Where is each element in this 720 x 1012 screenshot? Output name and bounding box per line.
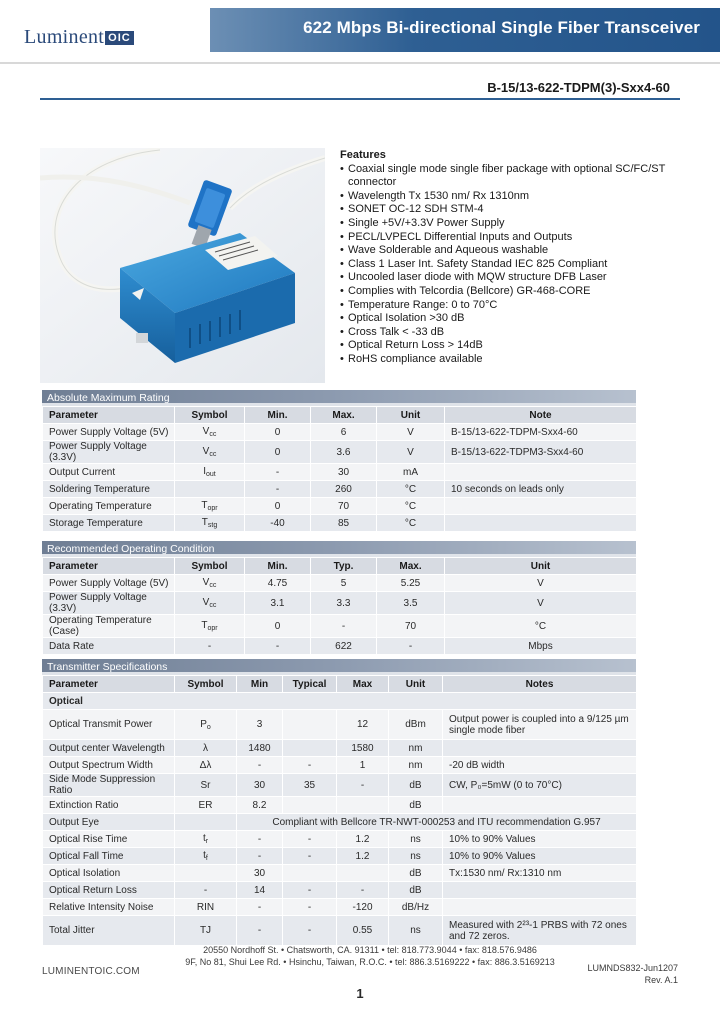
table-row [43, 916, 637, 946]
list-item: • Single +5V/+3.3V Power Supply [340, 217, 670, 231]
param-cell: Output Spectrum Width [43, 757, 175, 774]
symbol-cell [175, 710, 237, 740]
param-cell: Optical Return Loss [43, 882, 175, 899]
column-header: Typ. [311, 558, 377, 575]
column-header: Min. [245, 407, 311, 424]
symbol-base: T [201, 517, 208, 528]
column-header: Parameter [43, 676, 175, 693]
min-cell: - [237, 831, 283, 848]
symbol-base: V [202, 577, 210, 588]
list-item: • Optical Isolation >30 dB [340, 312, 670, 326]
symbol-base: - [207, 640, 212, 652]
column-header: Symbol [175, 407, 245, 424]
param-cell: Operating Temperature (Case) [43, 615, 175, 638]
symbol-base: λ [203, 742, 208, 754]
symbol-cell [175, 882, 237, 899]
symbol-cell [175, 441, 245, 464]
footer-doc-info [587, 962, 678, 986]
note-cell [443, 899, 637, 916]
symbol-subscript: o [206, 723, 211, 731]
max-cell: -120 [337, 899, 389, 916]
column-header: Min [237, 676, 283, 693]
min-cell: 0 [245, 615, 311, 638]
unit-cell: dB/Hz [389, 899, 443, 916]
symbol-base: Sr [200, 779, 211, 791]
unit-cell: nm [389, 757, 443, 774]
max-cell: 3.6 [311, 441, 377, 464]
typ-cell: 622 [311, 638, 377, 655]
part-number: B-15/13-622-TDPM(3)-Sxx4-60 [487, 80, 670, 95]
group-row [43, 693, 637, 710]
symbol-cell [175, 899, 237, 916]
symbol-subscript: opr [207, 625, 218, 632]
list-item: • Class 1 Laser Int. Safety Standad IEC 825 Compliant [340, 258, 670, 272]
table-row [43, 441, 637, 464]
section-title: Transmitter Specifications [42, 659, 636, 675]
doc-id: LUMNDS832-Jun1207 [587, 963, 678, 973]
symbol-cell [175, 831, 237, 848]
symbol-base: V [202, 426, 210, 437]
unit-cell: V [445, 575, 637, 592]
column-header: Min. [245, 558, 311, 575]
symbol-cell [175, 481, 245, 498]
min-cell: 0 [245, 498, 311, 515]
header-divider [0, 62, 720, 64]
unit-cell: V [377, 441, 445, 464]
note-cell [443, 740, 637, 757]
note-cell [445, 464, 637, 481]
min-cell: 1480 [237, 740, 283, 757]
max-cell: - [377, 638, 445, 655]
note-cell: 10% to 90% Values [443, 831, 637, 848]
max-cell: 70 [377, 615, 445, 638]
list-item: • Wavelength Tx 1530 nm/ Rx 1310nm [340, 190, 670, 204]
typ-cell: - [283, 848, 337, 865]
max-cell [337, 865, 389, 882]
typ-cell: - [283, 916, 337, 946]
typ-cell: 35 [283, 774, 337, 797]
min-cell: 0 [245, 424, 311, 441]
max-cell: 0.55 [337, 916, 389, 946]
table-row [43, 424, 637, 441]
symbol-cell [175, 916, 237, 946]
max-cell: 3.5 [377, 592, 445, 615]
group-label: Optical [43, 693, 637, 710]
rec-op-table [42, 557, 637, 655]
min-cell: - [237, 848, 283, 865]
typ-cell: 3.3 [311, 592, 377, 615]
note-cell [445, 498, 637, 515]
symbol-subscript: cc [209, 431, 217, 438]
unit-cell: mA [377, 464, 445, 481]
min-cell: - [245, 481, 311, 498]
table-row [43, 575, 637, 592]
page-header [0, 0, 720, 62]
note-cell: 10 seconds on leads only [445, 481, 637, 498]
unit-cell: ns [389, 831, 443, 848]
symbol-base: T [201, 620, 208, 631]
logo-wordmark: Luminent [24, 26, 105, 48]
param-cell: Power Supply Voltage (3.3V) [43, 592, 175, 615]
typ-cell [283, 865, 337, 882]
table-row [43, 848, 637, 865]
list-item: • Wave Solderable and Aqueous washable [340, 244, 670, 258]
symbol-base: ER [198, 799, 213, 811]
symbol-base: t [203, 850, 206, 861]
symbol-subscript: cc [209, 582, 217, 589]
column-header: Notes [443, 676, 637, 693]
column-header: Unit [389, 676, 443, 693]
rec-op-section [42, 541, 636, 655]
param-cell: Output Eye [43, 814, 175, 831]
symbol-base: - [203, 884, 208, 896]
param-cell: Power Supply Voltage (3.3V) [43, 441, 175, 464]
param-cell: Power Supply Voltage (5V) [43, 424, 175, 441]
symbol-cell [175, 424, 245, 441]
table-row [43, 481, 637, 498]
symbol-cell [175, 848, 237, 865]
max-cell: 6 [311, 424, 377, 441]
unit-cell: dBm [389, 710, 443, 740]
unit-cell: Mbps [445, 638, 637, 655]
column-header: Unit [445, 558, 637, 575]
unit-cell: ns [389, 916, 443, 946]
min-cell: - [237, 916, 283, 946]
param-cell: Optical Isolation [43, 865, 175, 882]
symbol-cell [175, 498, 245, 515]
max-cell: 1580 [337, 740, 389, 757]
min-cell: 14 [237, 882, 283, 899]
param-cell: Total Jitter [43, 916, 175, 946]
max-cell: 1.2 [337, 848, 389, 865]
unit-cell: °C [445, 615, 637, 638]
note-cell: -20 dB width [443, 757, 637, 774]
table-row [43, 615, 637, 638]
typ-cell: - [283, 882, 337, 899]
logo-badge: OIC [105, 31, 134, 45]
table-row [43, 592, 637, 615]
symbol-cell [175, 575, 245, 592]
max-cell: 30 [311, 464, 377, 481]
section-title: Absolute Maximum Rating [42, 390, 636, 406]
unit-cell: °C [377, 515, 445, 532]
symbol-base: RIN [196, 901, 215, 913]
column-header: Max. [311, 407, 377, 424]
unit-cell: dB [389, 882, 443, 899]
symbol-subscript: r [205, 838, 209, 845]
symbol-cell [175, 757, 237, 774]
footer-website: LUMINENTOIC.COM [42, 966, 140, 977]
table-row [43, 774, 637, 797]
column-header: Parameter [43, 407, 175, 424]
param-cell: Relative Intensity Noise [43, 899, 175, 916]
symbol-subscript: cc [209, 602, 217, 609]
address-us: 20550 Nordhoff St. • Chatsworth, CA. 91311 • tel: 818.773.9044 • fax: 818.576.9486 [203, 945, 537, 955]
list-item: • SONET OC-12 SDH STM-4 [340, 203, 670, 217]
max-cell: 5.25 [377, 575, 445, 592]
min-cell: 3.1 [245, 592, 311, 615]
symbol-cell [175, 774, 237, 797]
tx-table [42, 675, 637, 946]
unit-cell: V [377, 424, 445, 441]
table-row [43, 882, 637, 899]
symbol-cell [175, 464, 245, 481]
table-row [43, 638, 637, 655]
transceiver-illustration [40, 148, 325, 383]
min-cell: - [237, 757, 283, 774]
list-item: • Cross Talk < -33 dB [340, 326, 670, 340]
param-cell: Extinction Ratio [43, 797, 175, 814]
symbol-base: I [203, 466, 207, 477]
min-cell: - [237, 899, 283, 916]
column-header: Unit [377, 407, 445, 424]
max-cell: 1.2 [337, 831, 389, 848]
symbol-cell [175, 515, 245, 532]
note-cell: Measured with 2²³-1 PRBS with 72 ones and 72 zeros. [443, 916, 637, 946]
param-cell: Storage Temperature [43, 515, 175, 532]
symbol-base: TJ [199, 925, 212, 936]
note-cell: B-15/13-622-TDPM-Sxx4-60 [445, 424, 637, 441]
column-header: Typical [283, 676, 337, 693]
param-cell: Output center Wavelength [43, 740, 175, 757]
symbol-base: Δλ [199, 759, 212, 771]
min-cell: 8.2 [237, 797, 283, 814]
symbol-cell [175, 865, 237, 882]
list-item: • Temperature Range: 0 to 70°C [340, 299, 670, 313]
table-row [43, 899, 637, 916]
list-item: • Optical Return Loss > 14dB [340, 339, 670, 353]
symbol-base: t [202, 833, 206, 844]
table-row [43, 515, 637, 532]
company-logo [24, 26, 134, 49]
part-number-divider [40, 98, 680, 100]
unit-cell: dB [389, 774, 443, 797]
symbol-subscript: out [206, 471, 216, 478]
note-cell: B-15/13-622-TDPM3-Sxx4-60 [445, 441, 637, 464]
note-cell: CW, P₀=5mW (0 to 70°C) [443, 774, 637, 797]
address-tw: 9F, No 81, Shui Lee Rd. • Hsinchu, Taiwan, R.O.C. • tel: 886.3.5169222 • fax: 886.3.5169213 [185, 957, 555, 967]
max-cell: - [337, 774, 389, 797]
symbol-cell [175, 740, 237, 757]
symbol-base: T [201, 500, 208, 511]
typ-cell: - [283, 899, 337, 916]
table-row [43, 757, 637, 774]
section-title: Recommended Operating Condition [42, 541, 636, 557]
param-cell: Soldering Temperature [43, 481, 175, 498]
typ-cell: - [283, 831, 337, 848]
param-cell: Side Mode Suppression Ratio [43, 774, 175, 797]
list-item: • RoHS compliance available [340, 353, 670, 367]
features-block [340, 149, 670, 367]
column-header: Note [445, 407, 637, 424]
symbol-base: V [202, 446, 210, 457]
unit-cell: dB [389, 797, 443, 814]
note-cell: 10% to 90% Values [443, 848, 637, 865]
param-cell: Optical Fall Time [43, 848, 175, 865]
list-item: • Complies with Telcordia (Bellcore) GR-468-CORE [340, 285, 670, 299]
column-header: Max [337, 676, 389, 693]
revision: Rev. A.1 [644, 975, 678, 985]
symbol-cell [175, 615, 245, 638]
table-row [43, 814, 637, 831]
unit-cell: dB [389, 865, 443, 882]
min-cell: 0 [245, 441, 311, 464]
param-cell: Power Supply Voltage (5V) [43, 575, 175, 592]
symbol-subscript: f [205, 855, 208, 862]
symbol-subscript: cc [209, 451, 217, 458]
note-cell: Tx:1530 nm/ Rx:1310 nm [443, 865, 637, 882]
param-cell: Optical Rise Time [43, 831, 175, 848]
typ-cell: - [311, 615, 377, 638]
note-cell [443, 797, 637, 814]
table-row [43, 498, 637, 515]
param-cell: Output Current [43, 464, 175, 481]
features-title: Features [340, 149, 386, 161]
symbol-cell [175, 592, 245, 615]
min-cell: 3 [237, 710, 283, 740]
symbol-subscript: stg [207, 522, 218, 529]
list-item: • PECL/LVPECL Differential Inputs and Outputs [340, 231, 670, 245]
note-cell [445, 515, 637, 532]
max-cell: 1 [337, 757, 389, 774]
typ-cell [283, 710, 337, 740]
column-header: Symbol [175, 676, 237, 693]
min-cell: 30 [237, 774, 283, 797]
features-list [340, 163, 670, 367]
param-cell: Optical Transmit Power [43, 710, 175, 740]
product-photo [40, 148, 325, 383]
span-cell: Compliant with Bellcore TR-NWT-000253 and ITU recommendation G.957 [237, 814, 637, 831]
unit-cell: ns [389, 848, 443, 865]
unit-cell: V [445, 592, 637, 615]
max-cell: - [337, 882, 389, 899]
max-cell: 85 [311, 515, 377, 532]
unit-cell: °C [377, 498, 445, 515]
table-row [43, 464, 637, 481]
table-row [43, 710, 637, 740]
symbol-subscript: opr [207, 505, 218, 512]
max-cell: 70 [311, 498, 377, 515]
footer-address [160, 944, 580, 968]
min-cell: 30 [237, 865, 283, 882]
param-cell: Data Rate [43, 638, 175, 655]
column-header: Max. [377, 558, 445, 575]
page-number: 1 [356, 986, 364, 1001]
symbol-cell [175, 814, 237, 831]
typ-cell [283, 740, 337, 757]
symbol-base: V [202, 597, 210, 608]
table-row [43, 831, 637, 848]
abs-max-section [42, 390, 636, 532]
list-item: • Uncooled laser diode with MQW structure DFB Laser [340, 271, 670, 285]
symbol-base: P [200, 718, 207, 730]
symbol-cell [175, 638, 245, 655]
param-cell: Operating Temperature [43, 498, 175, 515]
symbol-cell [175, 797, 237, 814]
min-cell: -40 [245, 515, 311, 532]
min-cell: 4.75 [245, 575, 311, 592]
list-item: • Coaxial single mode single fiber package with optional SC/FC/ST connector [340, 163, 670, 190]
typ-cell: - [283, 757, 337, 774]
page-title: 622 Mbps Bi-directional Single Fiber Transceiver [303, 18, 700, 37]
max-cell [337, 797, 389, 814]
unit-cell: nm [389, 740, 443, 757]
max-cell: 260 [311, 481, 377, 498]
min-cell: - [245, 464, 311, 481]
table-row [43, 797, 637, 814]
note-cell: Output power is coupled into a 9/125 µm single mode fiber [443, 710, 637, 740]
table-row [43, 865, 637, 882]
unit-cell: °C [377, 481, 445, 498]
typ-cell: 5 [311, 575, 377, 592]
tx-section [42, 659, 636, 946]
typ-cell [283, 797, 337, 814]
max-cell: 12 [337, 710, 389, 740]
abs-max-table [42, 406, 637, 532]
column-header: Parameter [43, 558, 175, 575]
min-cell: - [245, 638, 311, 655]
note-cell [443, 882, 637, 899]
column-header: Symbol [175, 558, 245, 575]
table-row [43, 740, 637, 757]
